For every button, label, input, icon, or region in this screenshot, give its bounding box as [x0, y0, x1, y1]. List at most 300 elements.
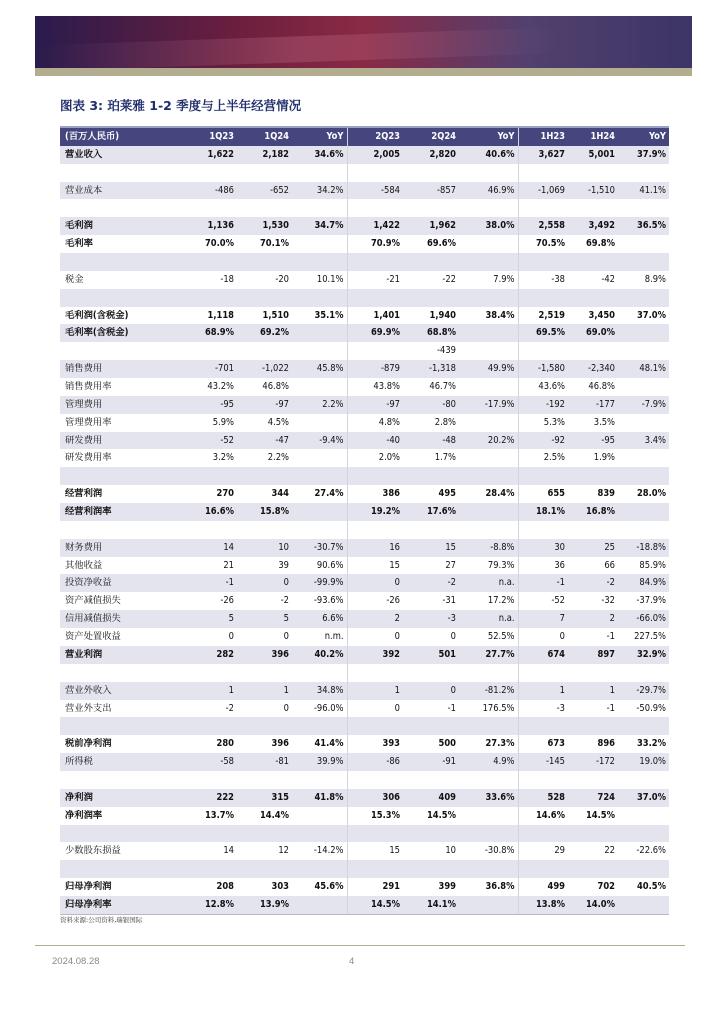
- table-cell: [237, 164, 292, 182]
- table-cell: -584: [347, 182, 403, 200]
- table-cell: 39.9%: [292, 753, 347, 771]
- table-row: [60, 610, 669, 628]
- table-cell: 46.9%: [459, 182, 518, 200]
- table-cell: 84.9%: [618, 574, 669, 592]
- row-label: 归母净利率: [60, 896, 182, 914]
- table-row: [60, 378, 669, 396]
- table-cell: 69.8%: [585, 238, 615, 250]
- table-row: [60, 717, 669, 735]
- table-cell: n.m.: [292, 628, 347, 646]
- table-cell: [403, 164, 459, 182]
- row-label: 净利润率: [65, 809, 103, 821]
- table-cell: 0: [394, 631, 400, 643]
- table-cell: -3: [403, 610, 459, 628]
- table-cell: 3.2%: [212, 452, 234, 464]
- table-cell: -1,022: [237, 360, 292, 378]
- table-row: [60, 842, 669, 860]
- table-cell: -145: [518, 753, 568, 771]
- row-label: [60, 164, 182, 182]
- table-cell: 5,001: [568, 146, 618, 164]
- table-cell: 34.7%: [292, 217, 347, 235]
- table-cell: -37.9%: [636, 595, 666, 607]
- table-cell: [292, 289, 347, 307]
- table-cell: -81: [237, 753, 292, 771]
- row-label: [60, 825, 182, 843]
- table-cell: 8.9%: [644, 273, 666, 285]
- table-cell: [292, 825, 347, 843]
- table-row: [60, 271, 669, 289]
- table-cell: 16.8%: [568, 503, 618, 521]
- table-cell: 5.3%: [543, 416, 565, 428]
- table-cell: 85.9%: [639, 559, 666, 571]
- table-cell: -26: [386, 595, 400, 607]
- table-cell: 1,422: [347, 217, 403, 235]
- table-cell: [403, 860, 459, 878]
- table-cell: 0: [394, 702, 400, 714]
- table-cell: -17.9%: [459, 396, 518, 414]
- row-label: 营业利润: [60, 646, 182, 664]
- table-cell: 1,962: [403, 217, 459, 235]
- financial-table: [60, 126, 669, 915]
- table-cell: 17.2%: [459, 592, 518, 610]
- table-cell: -86: [347, 753, 403, 771]
- table-cell: 27.3%: [459, 735, 518, 753]
- table-cell: -40: [347, 432, 403, 450]
- table-cell: 0: [283, 631, 289, 643]
- table-cell: -1,580: [518, 360, 568, 378]
- table-cell: 1,530: [237, 217, 292, 235]
- table-cell: 66: [604, 559, 615, 571]
- row-label: 财务费用: [60, 539, 182, 557]
- table-cell: [518, 342, 568, 360]
- table-cell: [182, 771, 237, 789]
- table-cell: 3,492: [568, 217, 618, 235]
- table-row: [60, 807, 669, 825]
- table-cell: 19.2%: [347, 503, 403, 521]
- column-header: 2Q23: [347, 127, 403, 146]
- table-row: [60, 878, 669, 896]
- table-cell: [459, 467, 518, 485]
- table-row: [60, 646, 669, 664]
- table-cell: [237, 199, 292, 217]
- table-cell: [618, 521, 669, 539]
- table-cell: [568, 342, 618, 360]
- table-cell: 49.9%: [459, 360, 518, 378]
- table-cell: 5: [237, 610, 292, 628]
- table-cell: -50.9%: [636, 702, 666, 714]
- table-row: [60, 682, 669, 700]
- table-cell: [237, 825, 292, 843]
- table-cell: 45.8%: [292, 360, 347, 378]
- table-cell: 13.9%: [237, 896, 292, 914]
- table-cell: 655: [547, 488, 565, 500]
- row-label: [60, 717, 182, 735]
- table-cell: [237, 342, 292, 360]
- table-cell: [292, 253, 347, 271]
- table-cell: 1: [568, 682, 618, 700]
- table-cell: 34.6%: [292, 146, 347, 164]
- table-cell: [459, 324, 518, 342]
- table-row: [60, 592, 669, 610]
- table-cell: 70.0%: [204, 238, 234, 250]
- row-label: 销售费用: [60, 360, 182, 378]
- table-cell: -2: [225, 702, 234, 714]
- table-cell: -30.7%: [292, 539, 347, 557]
- table-row: [60, 825, 669, 843]
- table-cell: 2: [347, 610, 403, 628]
- column-header: YoY: [618, 127, 669, 146]
- column-header: 1Q23: [182, 127, 237, 146]
- table-cell: [403, 253, 459, 271]
- table-cell: [292, 378, 347, 396]
- table-cell: 38.4%: [459, 307, 518, 325]
- table-cell: -486: [182, 182, 237, 200]
- table-cell: 14.5%: [347, 896, 403, 914]
- table-cell: [347, 253, 403, 271]
- table-cell: [403, 199, 459, 217]
- table-cell: 409: [403, 789, 459, 807]
- table-cell: -2: [280, 595, 289, 607]
- row-label: 信用减值损失: [60, 610, 182, 628]
- table-cell: [182, 199, 237, 217]
- table-cell: 392: [347, 646, 403, 664]
- table-row: [60, 753, 669, 771]
- table-cell: [518, 664, 568, 682]
- table-cell: 1,136: [182, 217, 237, 235]
- table-cell: [237, 289, 292, 307]
- column-header: 2Q24: [403, 127, 459, 146]
- column-header: 1H23: [518, 127, 568, 146]
- table-cell: 29: [554, 845, 565, 857]
- table-cell: [618, 664, 669, 682]
- table-cell: -91: [403, 753, 459, 771]
- table-cell: 14.0%: [568, 896, 618, 914]
- table-row: [60, 289, 669, 307]
- table-cell: [237, 771, 292, 789]
- table-cell: [347, 664, 403, 682]
- table-cell: [292, 521, 347, 539]
- table-cell: 68.8%: [403, 324, 459, 342]
- table-cell: 43.8%: [373, 381, 400, 393]
- column-header: YoY: [292, 127, 347, 146]
- table-cell: [182, 664, 237, 682]
- row-label: 其他收益: [65, 559, 103, 571]
- table-cell: [347, 717, 403, 735]
- row-label: [60, 521, 182, 539]
- table-cell: 14.4%: [259, 809, 289, 821]
- table-cell: [459, 825, 518, 843]
- table-cell: 2,519: [538, 309, 565, 321]
- table-cell: [292, 235, 347, 253]
- table-cell: [568, 860, 618, 878]
- table-cell: 40.2%: [292, 646, 347, 664]
- table-cell: 2.0%: [378, 452, 400, 464]
- table-cell: [403, 825, 459, 843]
- table-cell: [618, 414, 669, 432]
- table-cell: [347, 825, 403, 843]
- table-cell: [459, 807, 518, 825]
- footer-rule: [35, 945, 685, 946]
- table-row: [60, 664, 669, 682]
- table-cell: 3.5%: [593, 416, 615, 428]
- figure-title: 图表 3: 珀莱雅 1-2 季度与上半年经营情况: [60, 98, 302, 113]
- table-cell: -879: [347, 360, 403, 378]
- row-label: [60, 199, 182, 217]
- table-cell: 18.1%: [518, 503, 568, 521]
- table-cell: [347, 521, 403, 539]
- table-cell: -1,069: [518, 182, 568, 200]
- table-cell: 2.2%: [292, 396, 347, 414]
- table-cell: 1,510: [262, 309, 289, 321]
- table-cell: 40.6%: [459, 146, 518, 164]
- row-label: 管理费用率: [65, 416, 112, 428]
- row-label: [60, 253, 182, 271]
- table-cell: [292, 467, 347, 485]
- table-cell: 41.1%: [618, 182, 669, 200]
- table-cell: -66.0%: [618, 610, 669, 628]
- row-label: 营业外支出: [65, 702, 112, 714]
- row-label: 营业成本: [60, 182, 182, 200]
- table-cell: 30: [518, 539, 568, 557]
- row-label: 研发费用: [60, 432, 182, 450]
- table-cell: 14: [182, 539, 237, 557]
- table-cell: -14.2%: [292, 842, 347, 860]
- table-cell: 2: [568, 610, 618, 628]
- table-cell: -20: [275, 273, 289, 285]
- table-cell: -31: [442, 595, 456, 607]
- header-banner: [35, 16, 692, 72]
- table-cell: 4.5%: [267, 416, 289, 428]
- row-label: 营业外收入: [60, 682, 182, 700]
- table-cell: 43.6%: [538, 381, 565, 393]
- table-cell: 27.4%: [292, 485, 347, 503]
- table-cell: [182, 521, 237, 539]
- table-cell: [568, 199, 618, 217]
- table-cell: [182, 342, 237, 360]
- table-cell: -42: [601, 273, 615, 285]
- table-cell: 399: [438, 881, 456, 893]
- table-cell: [292, 664, 347, 682]
- row-label: 投资净收益: [60, 574, 182, 592]
- table-cell: 46.7%: [429, 381, 456, 393]
- table-cell: [347, 860, 403, 878]
- table-cell: -1: [606, 702, 615, 714]
- table-cell: 1,118: [207, 309, 234, 321]
- table-cell: [182, 164, 237, 182]
- table-row: [60, 700, 669, 718]
- table-cell: [518, 253, 568, 271]
- table-cell: 528: [518, 789, 568, 807]
- table-cell: -177: [568, 396, 618, 414]
- table-cell: -192: [518, 396, 568, 414]
- table-cell: 4.8%: [378, 416, 400, 428]
- table-row: [60, 860, 669, 878]
- table-cell: [618, 807, 669, 825]
- table-row: [60, 557, 669, 575]
- footer-date: 2024.08.28: [52, 956, 100, 967]
- table-cell: -2: [403, 574, 459, 592]
- table-cell: -38: [551, 273, 565, 285]
- table-row: [60, 164, 669, 182]
- table-cell: 291: [382, 881, 400, 893]
- table-cell: 1,401: [373, 309, 400, 321]
- table-cell: [618, 235, 669, 253]
- table-cell: -52: [551, 595, 565, 607]
- table-cell: [568, 467, 618, 485]
- table-cell: -9.4%: [292, 432, 347, 450]
- table-cell: [618, 199, 669, 217]
- table-row: [60, 628, 669, 646]
- table-cell: 14.6%: [535, 809, 565, 821]
- table-cell: 33.2%: [636, 738, 666, 750]
- page-number: 4: [349, 956, 355, 967]
- row-label: 税前净利润: [65, 738, 112, 750]
- table-cell: [292, 199, 347, 217]
- table-row: [60, 789, 669, 807]
- table-cell: 10: [445, 845, 456, 857]
- table-cell: 69.6%: [426, 238, 456, 250]
- table-cell: 501: [403, 646, 459, 664]
- table-cell: 15.3%: [370, 809, 400, 821]
- table-cell: -93.6%: [292, 592, 347, 610]
- table-cell: [292, 164, 347, 182]
- table-cell: [403, 771, 459, 789]
- table-cell: 896: [597, 738, 615, 750]
- table-cell: 0: [283, 702, 289, 714]
- table-cell: -58: [182, 753, 237, 771]
- table-cell: [568, 253, 618, 271]
- table-cell: 14.1%: [403, 896, 459, 914]
- table-cell: -95: [182, 396, 237, 414]
- row-label: [60, 342, 182, 360]
- table-cell: [618, 289, 669, 307]
- table-cell: 2,005: [347, 146, 403, 164]
- table-cell: [618, 378, 669, 396]
- banner-streak: [35, 23, 692, 72]
- table-cell: [347, 289, 403, 307]
- row-label: 归母净利润: [65, 881, 112, 893]
- table-row: [60, 467, 669, 485]
- table-cell: [518, 521, 568, 539]
- table-cell: 280: [216, 738, 234, 750]
- table-cell: [292, 324, 347, 342]
- table-cell: -652: [237, 182, 292, 200]
- table-cell: [618, 164, 669, 182]
- table-cell: 13.8%: [518, 896, 568, 914]
- table-cell: 386: [382, 488, 400, 500]
- table-cell: 15: [389, 559, 400, 571]
- table-cell: -26: [220, 595, 234, 607]
- table-cell: [459, 414, 518, 432]
- table-cell: [292, 860, 347, 878]
- table-cell: [518, 717, 568, 735]
- table-cell: -1,318: [403, 360, 459, 378]
- table-cell: [459, 717, 518, 735]
- table-cell: [459, 449, 518, 467]
- table-cell: [618, 825, 669, 843]
- table-cell: [182, 253, 237, 271]
- table-cell: 16.6%: [182, 503, 237, 521]
- table-cell: [568, 664, 618, 682]
- table-cell: 7: [518, 610, 568, 628]
- table-cell: 48.1%: [618, 360, 669, 378]
- table-cell: 1.7%: [434, 452, 456, 464]
- column-header: YoY: [459, 127, 518, 146]
- table-cell: -22.6%: [636, 845, 666, 857]
- table-cell: 673: [547, 738, 565, 750]
- table-cell: [292, 717, 347, 735]
- table-cell: [618, 771, 669, 789]
- table-cell: -1: [518, 574, 568, 592]
- row-label: 毛利润: [60, 217, 182, 235]
- table-cell: 14: [223, 845, 234, 857]
- table-cell: 495: [438, 488, 456, 500]
- table-cell: 227.5%: [634, 631, 666, 643]
- table-cell: 37.0%: [618, 789, 669, 807]
- table-cell: 7.9%: [459, 271, 518, 289]
- table-cell: 36: [554, 559, 565, 571]
- row-label: 营业收入: [60, 146, 182, 164]
- table-cell: 69.5%: [518, 324, 568, 342]
- table-cell: 10.1%: [292, 271, 347, 289]
- row-label: 毛利率: [65, 238, 93, 250]
- row-label: 税金: [65, 273, 84, 285]
- table-cell: 393: [382, 738, 400, 750]
- table-cell: 303: [271, 881, 289, 893]
- table-cell: [459, 164, 518, 182]
- table-cell: [237, 467, 292, 485]
- row-label: 管理费用: [60, 396, 182, 414]
- table-cell: [459, 664, 518, 682]
- table-cell: 724: [568, 789, 618, 807]
- table-cell: [518, 199, 568, 217]
- row-label: [60, 467, 182, 485]
- table-cell: [292, 414, 347, 432]
- table-cell: 17.6%: [403, 503, 459, 521]
- table-cell: 20.2%: [459, 432, 518, 450]
- table-cell: [568, 164, 618, 182]
- table-cell: 702: [597, 881, 615, 893]
- table-cell: 69.9%: [347, 324, 403, 342]
- table-cell: 28.0%: [636, 488, 666, 500]
- table-cell: 0: [347, 574, 403, 592]
- table-cell: [237, 860, 292, 878]
- table-cell: [618, 342, 669, 360]
- table-cell: [518, 860, 568, 878]
- table-cell: [347, 342, 403, 360]
- table-cell: [403, 717, 459, 735]
- table-cell: 38.0%: [459, 217, 518, 235]
- table-cell: 396: [271, 738, 289, 750]
- table-cell: 45.6%: [292, 878, 347, 896]
- table-cell: -95: [568, 432, 618, 450]
- table-cell: -21: [386, 273, 400, 285]
- table-row: [60, 771, 669, 789]
- table-cell: 46.8%: [588, 381, 615, 393]
- table-row: [60, 485, 669, 503]
- table-cell: [403, 521, 459, 539]
- table-row: [60, 217, 669, 235]
- table-cell: -1: [447, 702, 456, 714]
- table-cell: -8.8%: [459, 539, 518, 557]
- table-cell: [292, 503, 347, 521]
- table-cell: 19.0%: [618, 753, 669, 771]
- table-cell: [459, 896, 518, 914]
- row-label: [60, 289, 182, 307]
- table-cell: 282: [182, 646, 237, 664]
- table-cell: -29.7%: [618, 682, 669, 700]
- table-cell: 10: [237, 539, 292, 557]
